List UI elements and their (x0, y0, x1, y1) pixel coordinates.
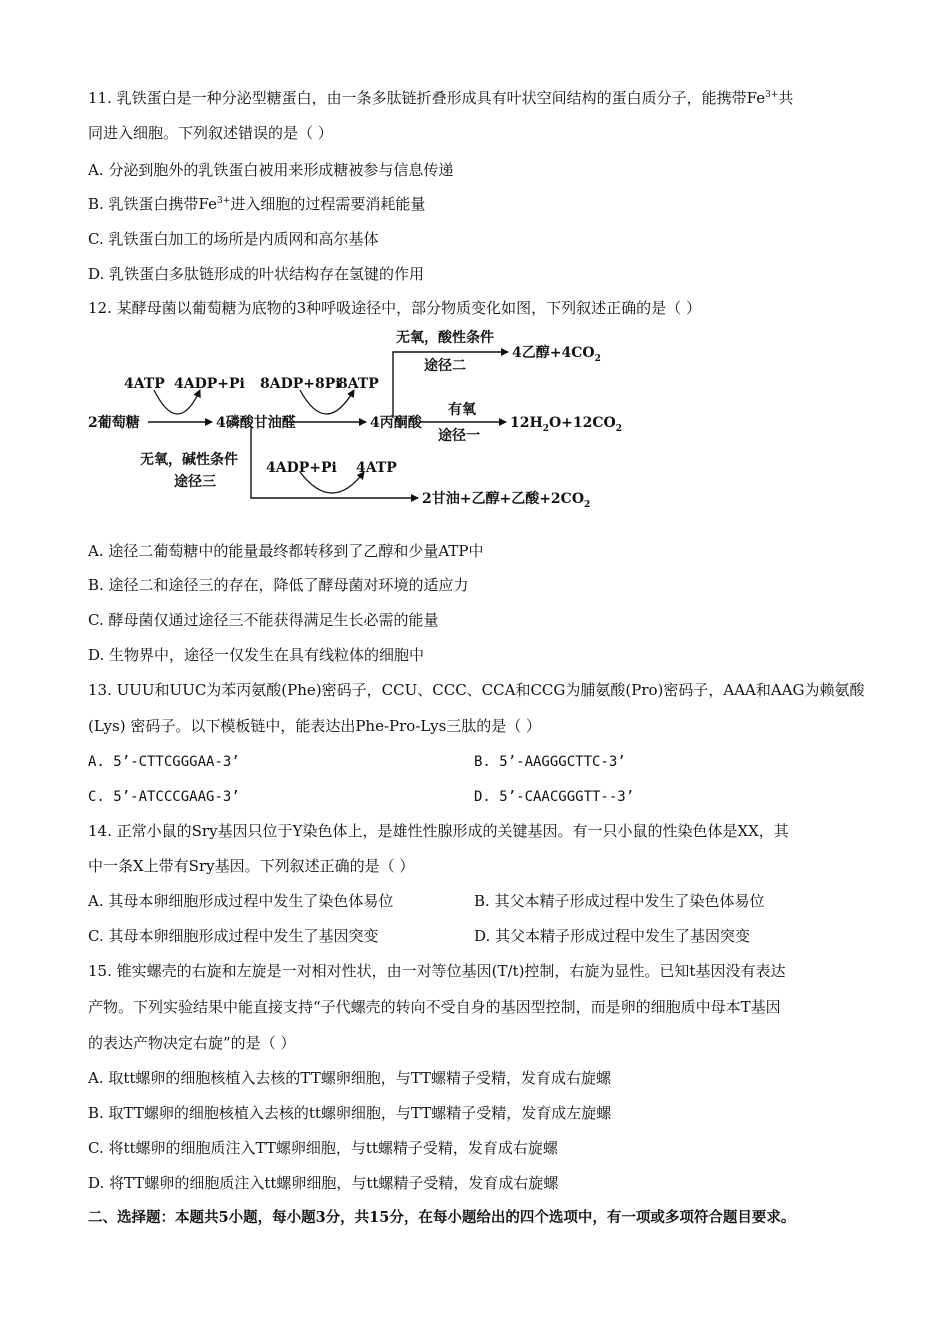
q14-option-a: A. 其母本卵细胞形成过程中发生了染色体易位 (88, 892, 394, 910)
q11-option-b (88, 194, 425, 214)
q11-stem-superscript: 3+ (765, 90, 779, 100)
q12-stem: 12. 某酵母菌以葡萄糖为底物的3种呼吸途径中，部分物质变化如图，下列叙述正确的是（ ） (88, 299, 701, 317)
q13-stem-line1: 13. UUU和UUC为苯丙氨酸(Phe)密码子，CCU、CCC、CCA和CCG为脯氨酸(Pro)密码子，AAA和AAG为赖氨酸 (88, 681, 865, 699)
label-path2-product: 4乙醇$+4CO_2$ (512, 345, 601, 364)
label-atp-out-3: 4ATP (356, 460, 397, 476)
q12-option-b: B. 途径二和途径三的存在，降低了酵母菌对环境的适应力 (88, 576, 469, 594)
q15-stem-line3: 的表达产物决定右旋”的是（ ） (88, 1034, 296, 1052)
q15-option-c: C. 将tt螺卵的细胞质注入TT螺卵细胞，与tt螺精子受精，发育成右旋螺 (88, 1139, 558, 1157)
atp-coupling-arc-1 (154, 390, 200, 414)
q13-option-c: C. 5’-ATCCCGAAG-3’ (88, 789, 240, 805)
q11-option-b-text-end: 进入细胞的过程需要消耗能量 (230, 195, 426, 213)
label-atp-in-1: 4ATP (124, 376, 165, 392)
atp-coupling-arc-2 (300, 390, 354, 414)
q11-option-b-text: B. 乳铁蛋白携带Fe (88, 195, 218, 213)
label-path1-product: $12H_2O+12CO_2$ (510, 415, 622, 434)
label-atp-out-2: 8ATP (338, 376, 379, 392)
q11-option-c: C. 乳铁蛋白加工的场所是内质网和高尔基体 (88, 230, 379, 248)
q13-option-d: D. 5’-CAACGGGTT--3’ (474, 789, 635, 805)
q15-stem-line2: 产物。下列实验结果中能直接支持“子代螺壳的转向不受自身的基因型控制，而是卵的细胞质中母本T基因 (88, 998, 781, 1016)
q11-stem-line1 (88, 88, 793, 108)
label-glucose: 2葡萄糖 (88, 415, 140, 431)
label-path1-name: 途径一 (438, 428, 480, 444)
q11-stem-line2: 同进入细胞。下列叙述错误的是（ ） (88, 124, 333, 142)
label-path2-condition: 无氧，酸性条件 (396, 330, 494, 346)
q15-option-d: D. 将TT螺卵的细胞质注入tt螺卵细胞，与tt螺精子受精，发育成右旋螺 (88, 1174, 559, 1192)
label-g3p: 4磷酸甘油醛 (216, 415, 296, 431)
section2-heading: 二、选择题：本题共5小题，每小题3分，共15分，在每小题给出的四个选项中，有一项或多项符合题目要求。 (88, 1209, 796, 1226)
q12-option-a: A. 途径二葡萄糖中的能量最终都转移到了乙醇和少量ATP中 (88, 542, 484, 560)
label-path2-name: 途径二 (424, 358, 466, 374)
q14-option-d: D. 其父本精子形成过程中发生了基因突变 (474, 927, 751, 945)
label-adp-in-2: 8ADP+8Pi (260, 376, 341, 392)
label-path3-product: 2甘油+乙醇+乙酸$+2CO_2$ (422, 491, 591, 510)
q12-option-d: D. 生物界中，途径一仅发生在具有线粒体的细胞中 (88, 646, 425, 664)
q15-option-a: A. 取tt螺卵的细胞核植入去核的TT螺卵细胞，与TT螺精子受精，发育成右旋螺 (88, 1069, 612, 1087)
q14-option-b: B. 其父本精子形成过程中发生了染色体易位 (474, 892, 765, 910)
q11-option-d: D. 乳铁蛋白多肽链形成的叶状结构存在氢键的作用 (88, 265, 425, 283)
q14-stem-line2: 中一条X上带有Sry基因。下列叙述正确的是（ ） (88, 857, 415, 875)
q13-option-b: B. 5’-AAGGGCTTC-3’ (474, 754, 626, 770)
q13-stem-line2: (Lys) 密码子。以下模板链中，能表达出Phe-Pro-Lys三肽的是（ ） (88, 717, 542, 735)
q15-option-b: B. 取TT螺卵的细胞核植入去核的tt螺卵细胞，与TT螺精子受精，发育成左旋螺 (88, 1104, 612, 1122)
q15-stem-line1: 15. 锥实螺壳的右旋和左旋是一对相对性状，由一对等位基因(T/t)控制，右旋为显性。已知t基因没有表达 (88, 962, 786, 980)
q11-stem-text-end: 共 (778, 89, 794, 107)
label-pyruvate: 4丙酮酸 (370, 415, 422, 431)
q14-stem-line1: 14. 正常小鼠的Sry基因只位于Y染色体上，是雄性性腺形成的关键基因。有一只小鼠的性染色体是XX，其 (88, 822, 789, 840)
label-adp-in-3: 4ADP+Pi (266, 460, 337, 476)
label-path3-condition: 无氧，碱性条件 (140, 452, 238, 468)
label-path3-name: 途径三 (174, 474, 216, 490)
q12-option-c: C. 酵母菌仅通过途径三不能获得满足生长必需的能量 (88, 611, 439, 629)
q13-option-a: A. 5’-CTTCGGGAA-3’ (88, 754, 240, 770)
q11-option-b-superscript: 3+ (217, 196, 231, 206)
respiration-pathway-diagram (88, 328, 622, 518)
q11-stem-text: 11. 乳铁蛋白是一种分泌型糖蛋白，由一条多肽链折叠形成具有叶状空间结构的蛋白质分子，能携带Fe (88, 89, 766, 107)
label-path1-condition: 有氧 (448, 402, 476, 418)
q14-option-c: C. 其母本卵细胞形成过程中发生了基因突变 (88, 927, 379, 945)
label-adp-out-1: 4ADP+Pi (174, 376, 245, 392)
q11-option-a: A. 分泌到胞外的乳铁蛋白被用来形成糖被参与信息传递 (88, 161, 454, 179)
